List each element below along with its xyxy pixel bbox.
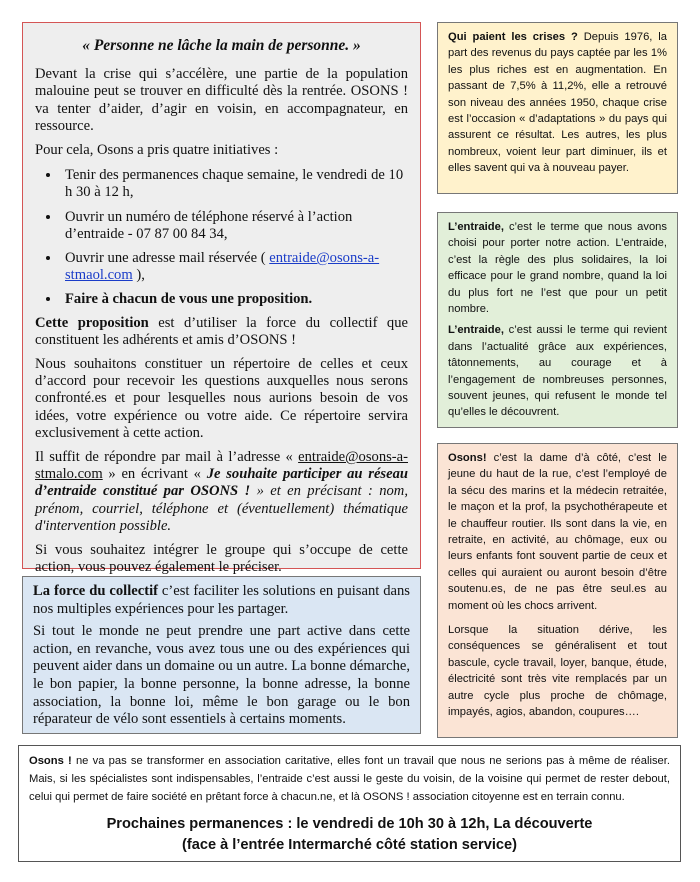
reply-email[interactable]: entraide@osons-a-stmalo.com [35,449,408,483]
intro-paragraph: Devant la crise qui s’accélère, une partie de la population malouine peut se trouver en difficulté dès la rentrée. OSONS ! va tenter d’aider, d’agir en voisin, en accompagnateur, en ressource. [35,66,408,134]
osons-box [437,443,678,738]
appeal-box [22,22,421,576]
reply-text: Il suffit de répondre par mail à l’adresse « [35,449,299,466]
reply-quote: Je souhaite participer au réseau d’entraide constitué par OSONS ! [35,466,409,500]
entraide-text: c’est le terme que nous avons choisi pour porter notre action. L’entraide, c’est la règle des plus solidaires, la loi efficace pour le grand nombre, quand la loi du plus fort ne l’est que pour un petit nombre. [448,221,667,316]
reply-text: » en écrivant « [102,466,207,483]
collective-intro [33,583,410,618]
reply-paragraph [35,449,408,535]
group-paragraph: Si vous souhaitez intégrer le groupe qui s’occupe de cette action, vous pouvez également le préciser. [35,542,408,576]
next-sessions-location: (face à l’entrée Intermarché côté station service) [182,837,517,854]
repertoire-paragraph: Nous souhaitons constituer un répertoire de celles et ceux d’accord pour recevoir les questions auxquelles nous serons confronté.es et pour lesquelles nous aurions besoin de vos idées, votre expérience ou votre aide. Ce répertoire servira exclusivement à cette action. [35,356,408,441]
footer-box [18,745,681,862]
entraide-text: c’est aussi le terme qui revient dans l’actualité grâce aux expériences, tâtonnements, au courage et à l’engagement de nombreuses personnes, souvent jeunes, qui refusent le monde tel qu’elles le découvrent. [448,324,667,419]
osons-paragraph: Lorsque la situation dérive, les conséquences se généralisent et tout bascule, cycle travail, loyer, banque, étude, électricité sont très vite remplacés par un autre cycle plus proche de chômage, impayés, agios, abandon, coupures…. [448,624,667,719]
crises-text: Depuis 1976, la part des revenus du pays captée par les 1% les plus riches est en augmentation. En passant de 7,5% à 11,2%, elle a retrouvé son niveau des années 1950, chaque crise est l’occasion « d’adaptations » du pays qui assurent ce résultat. Les autres, les plus nombreux, voient leur part diminuer, ils et elles savent qui va à nouveau payer. [448,31,667,175]
initiative-item: • Tenir des permanences chaque semaine, le vendredi de 10 h 30 à 12 h, [61,166,408,201]
proposition-heading: Cette proposition [35,314,149,331]
entraide-paragraph [448,322,667,420]
entraide-paragraph [448,219,667,317]
proposition-paragraph [35,315,408,349]
initiatives-list [35,166,408,308]
proposition-text: est d’utiliser la force du collectif que constituent les adhérents et amis d’OSONS ! [35,314,408,348]
crises-box [437,22,678,194]
collective-heading: La force du collectif [33,583,158,599]
footer-text: ne va pas se transformer en association caritative, elles font un travail que nous ne serions pas à même de réaliser. Mais, si les spécialistes sont indispensables, l’entraide c’est aussi le geste du voisin, de la voisine qui permet de rester debout, celui qui permet de faire société en prêtant force à chacun.ne, et là OSONS ! association citoyenne est en terrain connu. [29,755,670,803]
initiative-text: Faire à chacun de vous une proposition. [65,291,313,308]
footer-paragraph [29,753,670,806]
collective-box [22,576,421,734]
initiative-text: Ouvrir une adresse mail réservée ( [65,250,270,267]
osons-text: c’est la dame d’à côté, c’est le jeune du haut de la rue, c’est l’employé de la sécu des marins et la médecin retraitée, le maçon et la prof, la psychothérapeute et le chauffeur routier. Ils sont dans la vie, en retraite, en activité, au chômage, eux ou leurs enfants font souvent partie de ceux et celles qui auraient ou auront besoin d’être soutenu.es, de ne pas être seul.es au moment où les chocs arrivent. [448,452,667,612]
next-sessions-line: Prochaines permanences : le vendredi de 10h 30 à 12h, La découverte [106,816,593,833]
appeal-title: « Personne ne lâche la main de personne. » [82,37,361,54]
initiatives-lead: Pour cela, Osons a pris quatre initiatives : [35,142,279,159]
reply-text: » et en précisant : nom, prénom, courriel, téléphone et (éventuellement) thématique d'intervention possible. [35,483,408,534]
osons-paragraph [448,450,667,614]
crises-heading: Qui paient les crises ? [448,31,578,43]
initiative-text: ), [132,267,145,284]
osons-heading: Osons! [448,452,487,464]
footer-heading: Osons ! [29,755,72,767]
entraide-heading: L’entraide, [448,221,504,233]
next-sessions [29,814,670,856]
email-link[interactable]: entraide@osons-a-stmaol.com [65,250,380,284]
crises-paragraph [448,29,667,177]
collective-paragraph: Si tout le monde ne peut prendre une part active dans cette action, en revanche, vous avez tous une ou des expériences qui peuvent aider dans un domaine ou un autre. La bonne démarche, le bon papier, la bonne personne, la bonne adresse, la bonne association, la bonne loi, même le bon garage ou le bon réparateur de vélo sont essentiels à certains moments. [33,623,410,728]
initiative-item: • Ouvrir un numéro de téléphone réservé à l’action d’entraide - 07 87 00 84 34, [61,208,408,243]
entraide-box [437,212,678,428]
initiative-item [61,290,408,308]
collective-text: c’est faciliter les solutions en puisant dans nos multiples expériences pour les partager. [33,583,410,617]
initiative-item [61,249,408,284]
entraide-heading: L’entraide, [448,324,504,337]
